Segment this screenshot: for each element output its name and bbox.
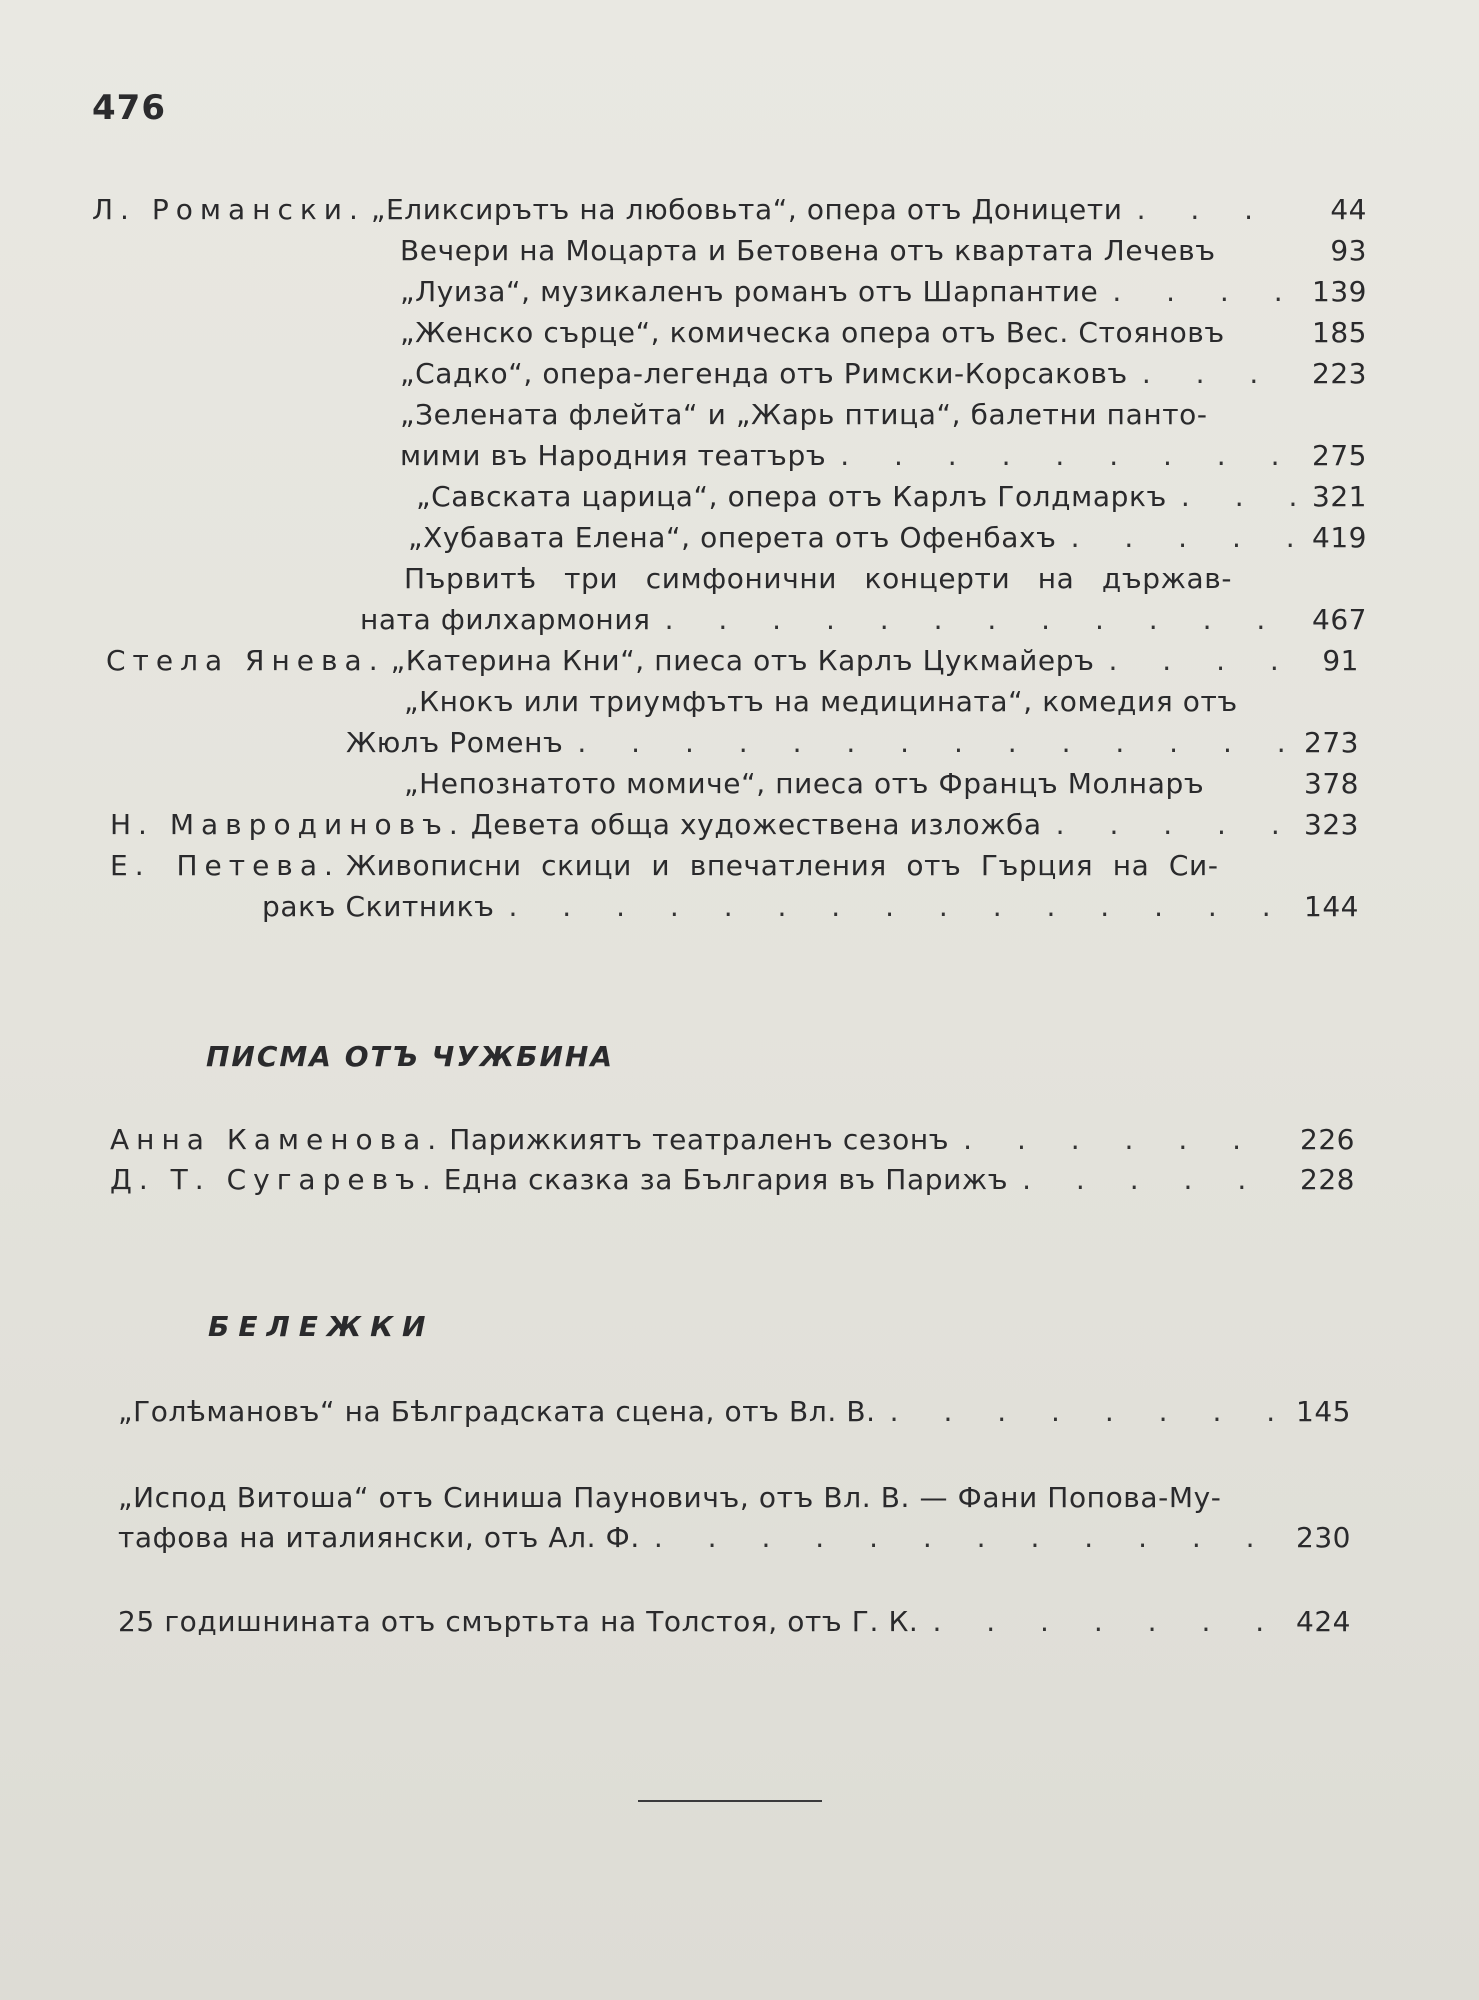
entry-page: 91 [1322, 644, 1359, 677]
toc-entry [346, 723, 1359, 763]
toc-entry [416, 477, 1367, 517]
leader-dots [1042, 805, 1289, 845]
entry-title: Парижкиятъ театраленъ сезонъ [449, 1123, 950, 1156]
toc-entry [400, 354, 1367, 394]
entry-page: 226 [1300, 1123, 1355, 1156]
entry-title: Живописни скици и впечатления отъ Гърция на Си- [345, 849, 1219, 882]
entry-page: 139 [1312, 275, 1367, 308]
end-rule-divider [638, 1800, 822, 1802]
page-number: 476 [92, 88, 166, 128]
leader-dots [949, 1120, 1285, 1160]
entry-page: 467 [1312, 603, 1367, 636]
entry-title: „Хубавата Елена“, оперета отъ Офенбахъ [408, 521, 1057, 554]
entry-page: 378 [1304, 767, 1359, 800]
leader-dots [1098, 272, 1297, 312]
entry-page: 223 [1312, 357, 1367, 390]
entry-title: Една сказка за България въ Парижъ [443, 1163, 1009, 1196]
entry-title: „Женско сърце“, комическа опера отъ Вес. Стояновъ [400, 316, 1225, 349]
entry-title: ната филхармония [360, 603, 651, 636]
entry-page: 185 [1312, 316, 1367, 349]
entry-page: 424 [1296, 1605, 1351, 1638]
entry-author: Стела Янева. [106, 644, 385, 677]
toc-entry [400, 313, 1367, 353]
entry-page: 144 [1304, 890, 1359, 923]
entry-title: Първитѣ три симфонични концерти на държав- [404, 562, 1233, 595]
section-heading-notes: БЕЛЕЖКИ [208, 1310, 435, 1343]
entry-author: Д. Т. Сугаревъ. [110, 1163, 438, 1196]
toc-entry [110, 846, 1359, 886]
toc-entry [118, 1392, 1351, 1432]
toc-entry [106, 641, 1359, 681]
leader-dots [918, 1602, 1281, 1642]
toc-entry [400, 272, 1367, 312]
toc-entry [110, 1120, 1355, 1160]
entry-page: 230 [1296, 1521, 1351, 1554]
entry-author: Л. Романски. [92, 193, 365, 226]
entry-page: 321 [1312, 480, 1367, 513]
entry-title: 25 годишнината отъ смъртьта на Толстоя, отъ Г. К. [118, 1605, 919, 1638]
toc-entry [118, 1602, 1351, 1642]
section-heading-letters: ПИСМА ОТЪ ЧУЖБИНА [206, 1040, 615, 1073]
entry-page: 228 [1300, 1163, 1355, 1196]
entry-page: 145 [1296, 1395, 1351, 1428]
leader-dots [1057, 518, 1297, 558]
toc-entry [360, 600, 1367, 640]
toc-entry [400, 231, 1367, 271]
leader-dots [826, 436, 1297, 476]
entry-title: „Кнокъ или триумфътъ на медицината“, комедия отъ [404, 685, 1238, 718]
leader-dots [1123, 190, 1297, 230]
toc-entry [118, 1518, 1351, 1558]
leader-dots [495, 887, 1290, 927]
entry-author: Н. Мавродиновъ. [110, 808, 465, 841]
toc-entry [110, 805, 1359, 845]
entry-title: „Еликсирътъ на любовьта“, опера отъ Доницети [370, 193, 1123, 226]
toc-entry [262, 887, 1359, 927]
leader-dots [1128, 354, 1297, 394]
toc-entry [408, 518, 1367, 558]
entry-title: „Луиза“, музикаленъ романъ отъ Шарпантие [400, 275, 1099, 308]
entry-title: ракъ Скитникъ [262, 890, 495, 923]
entry-title: Жюлъ Роменъ [346, 726, 564, 759]
toc-entry [400, 436, 1367, 476]
leader-dots [1008, 1160, 1285, 1200]
leader-dots [651, 600, 1297, 640]
toc-entry [400, 395, 1367, 435]
entry-title: Девета обща художествена изложба [470, 808, 1042, 841]
entry-title: „Непознатото момиче“, пиеса отъ Францъ Молнаръ [404, 767, 1205, 800]
entry-title: „Испод Витоша“ отъ Синиша Пауновичъ, отъ Вл. В. — Фани Попова-Му- [118, 1481, 1222, 1514]
toc-entry [404, 764, 1359, 804]
toc-entry [404, 682, 1359, 722]
entry-author: Анна Каменова. [110, 1123, 444, 1156]
entry-page: 419 [1312, 521, 1367, 554]
entry-title: „Голѣмановъ“ на Бѣлградската сцена, отъ Вл. В. [118, 1395, 876, 1428]
entry-title: мими въ Народния театъръ [400, 439, 827, 472]
leader-dots [1167, 477, 1297, 517]
entry-author: Е. Петева. [110, 849, 340, 882]
entry-title: „Савската царица“, опера отъ Карлъ Голдмаркъ [416, 480, 1167, 513]
entry-page: 273 [1304, 726, 1359, 759]
toc-entry [404, 559, 1367, 599]
entry-title: „Зелената флейта“ и „Жарь птица“, балетни панто- [400, 398, 1208, 431]
toc-entry [118, 1478, 1351, 1518]
entry-title: тафова на италиянски, отъ Ал. Ф. [118, 1521, 640, 1554]
entry-title: „Катерина Кни“, пиеса отъ Карлъ Цукмайеръ [390, 644, 1095, 677]
entry-title: „Садко“, опера-легенда отъ Римски-Корсаковъ [400, 357, 1128, 390]
toc-entry [110, 1160, 1355, 1200]
entry-title: Вечери на Моцарта и Бетовена отъ квартата Лечевъ [400, 234, 1216, 267]
leader-dots [1094, 641, 1289, 681]
leader-dots [563, 723, 1289, 763]
leader-dots [640, 1518, 1281, 1558]
entry-page: 275 [1312, 439, 1367, 472]
entry-page: 323 [1304, 808, 1359, 841]
toc-entry [92, 190, 1367, 230]
entry-page: 93 [1330, 234, 1367, 267]
entry-page: 44 [1330, 193, 1367, 226]
leader-dots [876, 1392, 1281, 1432]
